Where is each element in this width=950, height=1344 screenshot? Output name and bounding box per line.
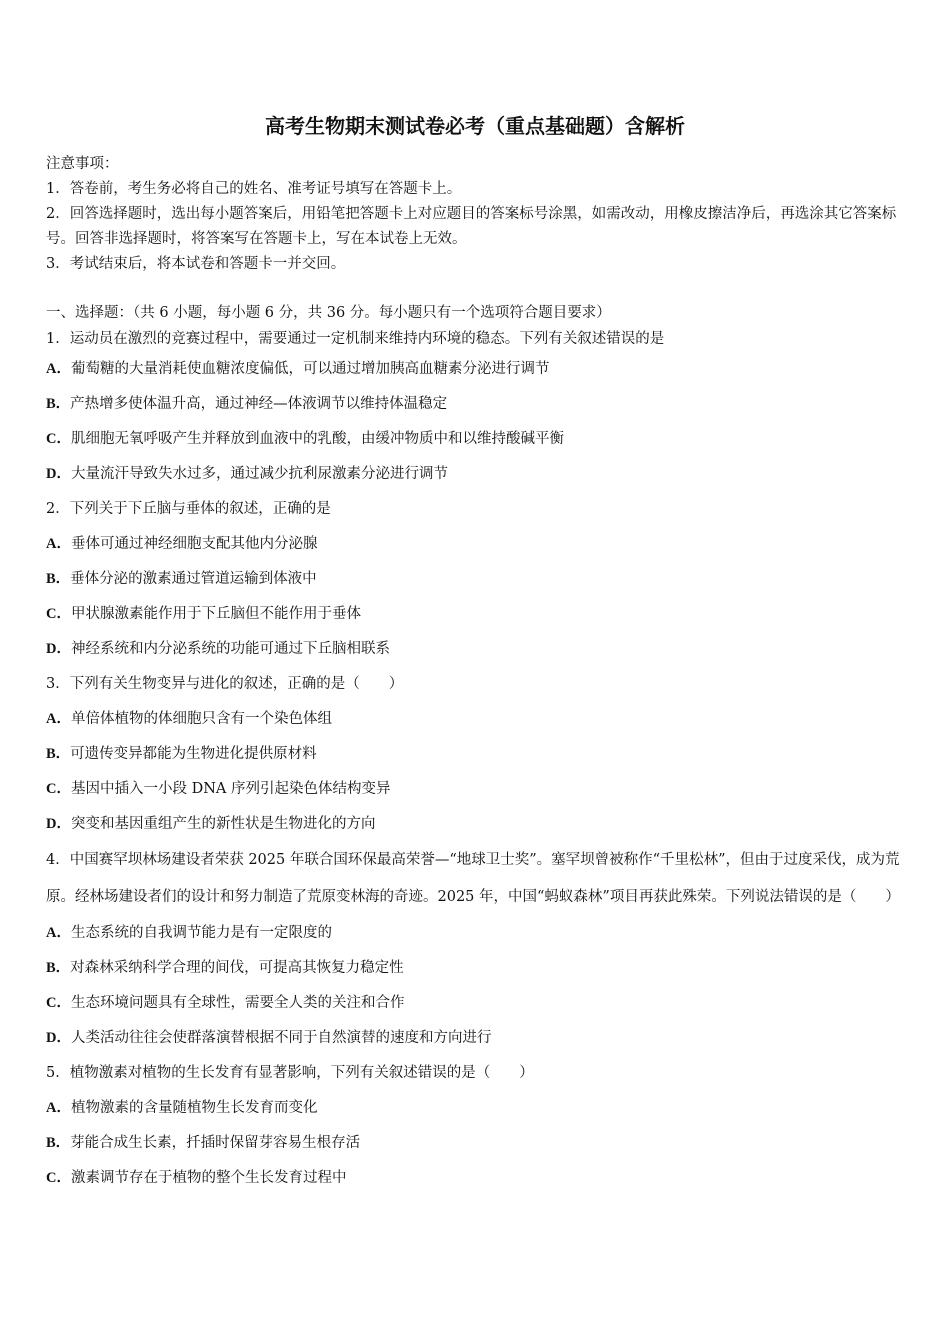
questions-section (46, 300, 908, 1196)
option-text: 激素调节存在于植物的整个生长发育过程中 (70, 1170, 347, 1186)
section-heading: 一、选择题：（共 6 小题，每小题 6 分，共 36 分。每小题只有一个选项符合题目要求） (46, 305, 611, 321)
option-c (46, 597, 908, 632)
option-letter: B． (46, 960, 71, 976)
option-text: 突变和基因重组产生的新性状是生物进化的方向 (70, 816, 376, 832)
option-letter: B． (46, 571, 71, 587)
option-a (46, 916, 908, 951)
option-a (46, 527, 908, 562)
option-c (46, 772, 908, 807)
option-text: 人类活动往往会使群落演替根据不同于自然演替的速度和方向进行 (70, 1030, 492, 1046)
option-c (46, 422, 908, 457)
option-letter: B． (46, 396, 71, 412)
notice-item: 1．答卷前，考生务必将自己的姓名、准考证号填写在答题卡上。 (46, 181, 462, 197)
option-text: 芽能合成生长素，扦插时保留芽容易生根存活 (70, 1135, 361, 1151)
question-stem: 3．下列有关生物变异与进化的叙述，正确的是（ ） (46, 676, 404, 692)
question-stem: 1．运动员在激烈的竞赛过程中，需要通过一定机制来维持内环境的稳态。下列有关叙述错误的是 (46, 331, 665, 347)
option-text: 垂体可通过神经细胞支配其他内分泌腺 (70, 536, 318, 552)
option-text: 对森林采纳科学合理的间伐，可提高其恢复力稳定性 (70, 960, 404, 976)
question-stem: 2．下列关于下丘脑与垂体的叙述，正确的是 (46, 501, 331, 517)
option-text: 肌细胞无氧呼吸产生并释放到血液中的乳酸，由缓冲物质中和以维持酸碱平衡 (70, 431, 564, 447)
option-letter: A． (46, 536, 71, 552)
option-d (46, 807, 908, 842)
option-a (46, 702, 908, 737)
option-letter: A． (46, 361, 71, 377)
option-letter: A． (46, 1100, 71, 1116)
notice-heading: 注意事项： (46, 156, 119, 172)
option-text: 大量流汗导致失水过多，通过减少抗利尿激素分泌进行调节 (70, 466, 448, 482)
option-letter: D． (46, 1030, 71, 1046)
option-letter: C． (46, 606, 71, 622)
option-text: 产热增多使体温升高，通过神经—体液调节以维持体温稳定 (70, 396, 448, 412)
option-a (46, 1091, 908, 1126)
option-d (46, 1021, 908, 1056)
option-c (46, 986, 908, 1021)
question-stem: 4．中国赛罕坝林场建设者荣获 2025 年联合国环保最高荣誉—“地球卫士奖”。塞罕坝曾被称作“千里松林”，但由于过度采伐，成为荒原。经林场建设者们的设计和努力制造了荒原变林海的奇迹。2025 年，中国“蚂蚁森林”项目再获此殊荣。下列说法错误的是（ ） (46, 852, 900, 905)
notice-item: 2．回答选择题时，选出每小题答案后，用铅笔把答题卡上对应题目的答案标号涂黑，如需改动，用橡皮擦洁净后，再选涂其它答案标号。回答非选择题时，将答案写在答题卡上，写在本试卷上无效。 (46, 206, 897, 247)
option-letter: D． (46, 641, 71, 657)
option-letter: C． (46, 995, 71, 1011)
option-text: 可遗传变异都能为生物进化提供原材料 (70, 746, 317, 762)
option-letter: B． (46, 746, 71, 762)
option-text: 生态系统的自我调节能力是有一定限度的 (70, 925, 332, 941)
option-letter: D． (46, 816, 71, 832)
option-text: 生态环境问题具有全球性，需要全人类的关注和合作 (70, 995, 405, 1011)
question-stem: 5．植物激素对植物的生长发育有显著影响，下列有关叙述错误的是（ ） (46, 1065, 534, 1081)
option-a (46, 352, 908, 387)
option-b (46, 387, 908, 422)
option-text: 基因中插入一小段 DNA 序列引起染色体结构变异 (70, 781, 391, 797)
option-b (46, 951, 908, 986)
option-letter: D． (46, 466, 71, 482)
notice-item: 3．考试结束后，将本试卷和答题卡一并交回。 (46, 256, 346, 272)
option-b (46, 562, 908, 597)
option-letter: A． (46, 925, 71, 941)
option-b (46, 1126, 908, 1161)
option-d (46, 457, 908, 492)
option-letter: C． (46, 781, 71, 797)
option-c (46, 1161, 908, 1196)
option-text: 神经系统和内分泌系统的功能可通过下丘脑相联系 (70, 641, 390, 657)
option-d (46, 632, 908, 667)
option-letter: A． (46, 711, 71, 727)
option-text: 垂体分泌的激素通过管道运输到体液中 (70, 571, 317, 587)
option-letter: C． (46, 1170, 71, 1186)
option-text: 植物激素的含量随植物生长发育而变化 (70, 1100, 318, 1116)
option-letter: C． (46, 431, 71, 447)
option-text: 甲状腺激素能作用于下丘脑但不能作用于垂体 (70, 606, 361, 622)
page-title: 高考生物期末测试卷必考（重点基础题）含解析 (265, 114, 685, 138)
option-text: 单倍体植物的体细胞只含有一个染色体组 (70, 711, 332, 727)
notice-block (46, 152, 906, 277)
option-b (46, 737, 908, 772)
option-text: 葡萄糖的大量消耗使血糖浓度偏低，可以通过增加胰高血糖素分泌进行调节 (70, 361, 550, 377)
option-letter: B． (46, 1135, 71, 1151)
